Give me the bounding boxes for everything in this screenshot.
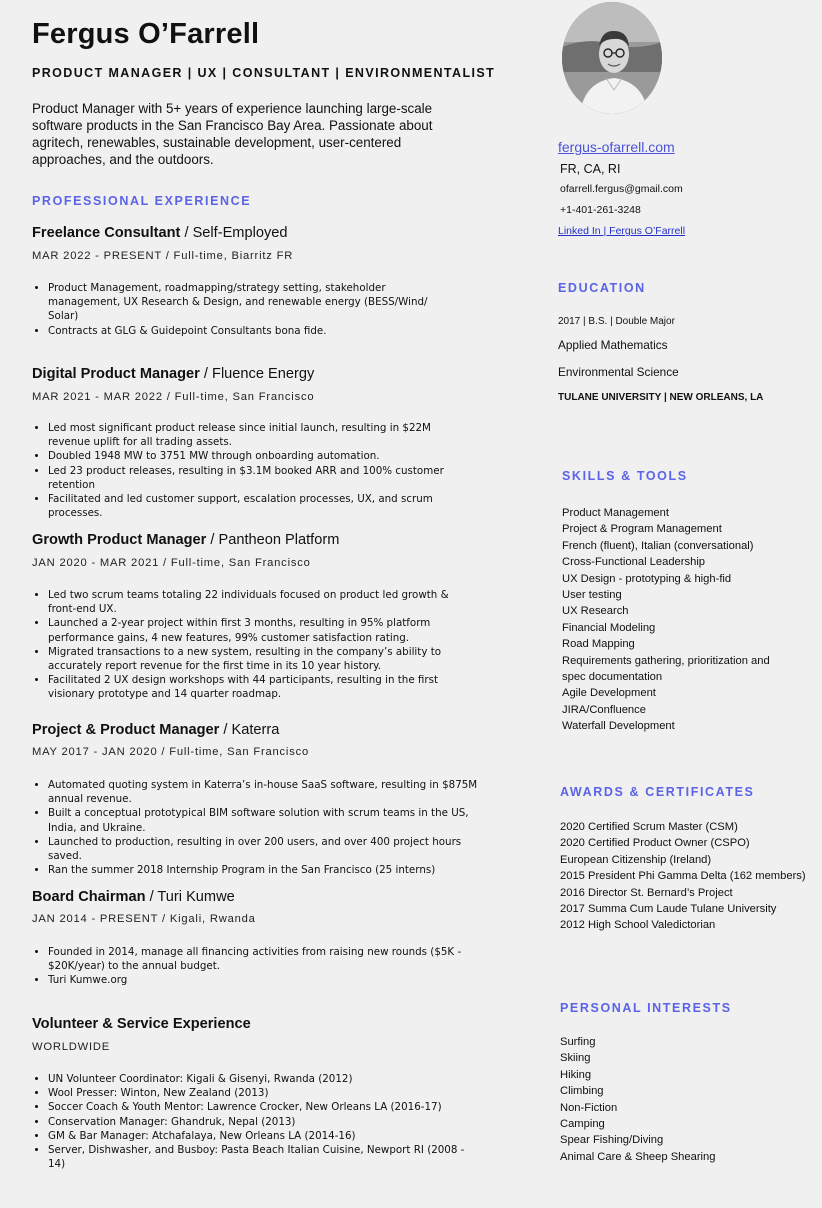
interests-heading: PERSONAL INTERESTS: [560, 1001, 732, 1015]
job-bullets: [32, 945, 468, 988]
job-title: [32, 225, 287, 241]
degree-line: 2017 | B.S. | Double Major: [558, 316, 675, 327]
website-link[interactable]: fergus-ofarrell.com: [558, 139, 675, 155]
skills-list: [562, 505, 792, 735]
interest-item: Non-Fiction: [560, 1101, 618, 1114]
award-item: 2017 Summa Cum Laude Tulane University: [560, 903, 777, 916]
award-item: European Citizenship (Ireland): [560, 853, 712, 866]
major-2: Environmental Science: [558, 365, 679, 379]
profile-photo: [562, 2, 662, 114]
resume-name: Fergus O’Farrell: [32, 18, 260, 50]
phone: +1-401-261-3248: [560, 204, 641, 216]
major-1: Applied Mathematics: [558, 338, 668, 352]
job-org: / Self-Employed: [180, 225, 288, 241]
job-title: [32, 366, 314, 382]
interest-item: Surfing: [560, 1036, 596, 1048]
bullet: • Built a conceptual prototypical BIM software solution with scrum teams in the US, India, and Ukraine.: [48, 806, 478, 834]
job-org: / Turi Kumwe: [145, 889, 235, 905]
linkedin-link[interactable]: Linked In | Fergus O’Farrell: [558, 225, 686, 237]
skill-item: Agile Development: [562, 687, 656, 700]
skill-item: UX Design - prototyping & high-fid: [562, 572, 732, 585]
bullet: • Conservation Manager: Ghandruk, Nepal (2013): [48, 1115, 468, 1129]
job-role: Board Chairman: [32, 889, 146, 905]
skill-item: JIRA/Confluence: [562, 703, 646, 716]
job-org: / Katerra: [219, 722, 280, 738]
school: TULANE UNIVERSITY | NEW ORLEANS, LA: [558, 392, 764, 403]
job-title: [32, 889, 235, 905]
job-role: Project & Product Manager: [32, 722, 220, 738]
job-bullets: [32, 588, 478, 702]
tagline: PRODUCT MANAGER | UX | CONSULTANT | ENVIRONMENTALIST: [32, 66, 496, 80]
job-org: / Fluence Energy: [199, 366, 315, 382]
job-title: [32, 1016, 251, 1032]
bullet: • Doubled 1948 MW to 3751 MW through onboarding automation.: [48, 449, 473, 463]
job-meta: MAR 2022 - PRESENT / Full-time, Biarritz FR: [32, 250, 294, 262]
bullet: • Led most significant product release since initial launch, resulting in $22M revenue uplift for all trading assets.: [48, 421, 473, 449]
bullet: • Founded in 2014, manage all financing activities from raising new rounds ($5K - $20K/year) to the annual budget.: [48, 945, 468, 973]
award-item: 2020 Certified Product Owner (CSPO): [560, 837, 750, 850]
interest-item: Animal Care & Sheep Shearing: [560, 1150, 716, 1163]
education-heading: EDUCATION: [558, 281, 646, 295]
bullet: • Led 23 product releases, resulting in $3.1M booked ARR and 100% customer retention: [48, 464, 473, 492]
bullet: • Facilitated and led customer support, escalation processes, UX, and scrum processes.: [48, 492, 473, 520]
skill-item: Cross-Functional Leadership: [562, 556, 706, 569]
bullet: • Migrated transactions to a new system, resulting in the company’s ability to accurately report revenue for the first time in its 10 year history.: [48, 645, 478, 673]
bullet: • Server, Dishwasher, and Busboy: Pasta Beach Italian Cuisine, Newport RI (2008 - 14): [48, 1143, 468, 1171]
bullet: • Launched to production, resulting in over 200 users, and over 400 project hours saved.: [48, 835, 478, 863]
bullet: • Ran the summer 2018 Internship Program in the San Francisco (25 interns): [48, 863, 478, 877]
bullet: • Automated quoting system in Katerra’s in-house SaaS software, resulting in $875M annual revenue.: [48, 778, 478, 806]
bullet: • Wool Presser: Winton, New Zealand (2013): [48, 1086, 468, 1100]
interest-item: Skiing: [560, 1052, 591, 1065]
awards-list: [560, 819, 815, 934]
portrait-image: [562, 2, 662, 114]
interest-item: Hiking: [560, 1068, 592, 1081]
bullet: • GM & Bar Manager: Atchafalaya, New Orleans LA (2014-16): [48, 1129, 468, 1143]
skill-item: User testing: [562, 589, 622, 602]
bullet: • Facilitated 2 UX design workshops with 44 participants, resulting in the first visionary prototype and 14 quarter roadmap.: [48, 673, 478, 701]
job-meta: JAN 2020 - MAR 2021 / Full-time, San Francisco: [32, 557, 311, 569]
bullet: • Product Management, roadmapping/strategy setting, stakeholder management, UX Research & Design, and renewable energy (BESS/Wind/ Solar): [48, 281, 458, 324]
bullet: • Turi Kumwe.org: [48, 973, 468, 987]
skill-item: Waterfall Development: [562, 720, 675, 733]
awards-heading: AWARDS & CERTIFICATES: [560, 785, 755, 799]
award-item: 2012 High School Valedictorian: [560, 919, 716, 932]
job-title: [32, 722, 279, 738]
job-meta: WORLDWIDE: [32, 1041, 111, 1053]
job-meta: MAR 2021 - MAR 2022 / Full-time, San Francisco: [32, 391, 315, 403]
job-role: Freelance Consultant: [32, 225, 181, 241]
skill-item: Requirements gathering, prioritization and spec documentation: [562, 654, 770, 684]
job-bullets: [32, 778, 478, 877]
job-role: Digital Product Manager: [32, 366, 200, 382]
skill-item: Road Mapping: [562, 638, 635, 651]
email[interactable]: ofarrell.fergus@gmail.com: [560, 183, 683, 195]
bullet: • Launched a 2-year project within first 3 months, resulting in 95% platform performance gains, 4 new features, 99% customer satisfaction rating.: [48, 616, 478, 644]
skill-item: UX Research: [562, 605, 629, 618]
skill-item: Financial Modeling: [562, 621, 656, 634]
interest-item: Climbing: [560, 1085, 604, 1098]
job-bullets: [32, 421, 473, 520]
interests-list: [560, 1034, 800, 1165]
job-title: [32, 532, 339, 548]
award-item: 2016 Director St. Bernard’s Project: [560, 886, 733, 899]
skill-item: Product Management: [562, 507, 669, 519]
award-item: 2015 President Phi Gamma Delta (162 members): [560, 870, 806, 883]
job-org: / Pantheon Platform: [206, 532, 340, 548]
skills-heading: SKILLS & TOOLS: [562, 469, 688, 483]
job-role: Volunteer & Service Experience: [32, 1016, 251, 1032]
job-role: Growth Product Manager: [32, 532, 207, 548]
job-bullets: [32, 1072, 468, 1171]
bullet: • UN Volunteer Coordinator: Kigali & Gisenyi, Rwanda (2012): [48, 1072, 468, 1086]
bullet: • Soccer Coach & Youth Mentor: Lawrence Crocker, New Orleans LA (2016-17): [48, 1100, 468, 1114]
bullet: • Contracts at GLG & Guidepoint Consultants bona fide.: [48, 324, 458, 338]
job-meta: MAY 2017 - JAN 2020 / Full-time, San Francisco: [32, 746, 310, 758]
location: FR, CA, RI: [560, 162, 621, 176]
award-item: 2020 Certified Scrum Master (CSM): [560, 821, 738, 833]
bullet: • Led two scrum teams totaling 22 individuals focused on product led growth & front-end UX.: [48, 588, 478, 616]
interest-item: Spear Fishing/Diving: [560, 1134, 664, 1147]
experience-heading: PROFESSIONAL EXPERIENCE: [32, 194, 252, 208]
job-bullets: [32, 281, 458, 338]
job-meta: JAN 2014 - PRESENT / Kigali, Rwanda: [32, 913, 256, 925]
summary: Product Manager with 5+ years of experience launching large-scale software products in the San Francisco Bay Area. Passionate about agritech, renewables, sustainable development, user-centered approaches, and the outdoors.: [32, 101, 433, 167]
skill-item: French (fluent), Italian (conversational): [562, 539, 754, 552]
interest-item: Camping: [560, 1118, 605, 1131]
skill-item: Project & Program Management: [562, 523, 722, 536]
